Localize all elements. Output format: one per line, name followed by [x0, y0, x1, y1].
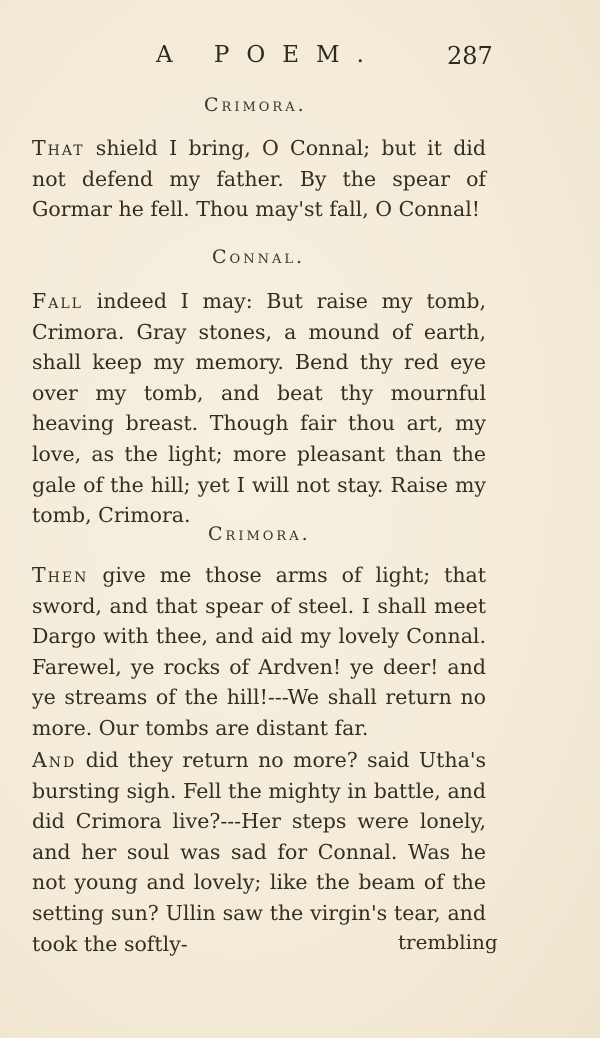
- page-number: 287: [447, 42, 493, 70]
- paragraph-text: give me those arms of light; that sword, and that spear of steel. I shall meet Dargo with thee, and aid my lovely Connal. Farewel, ye rocks of Ardven! ye deer! and ye streams of the hill!---We shall return no more. Our tombs are distant far.: [32, 563, 486, 740]
- narrative-paragraph: [32, 745, 486, 959]
- speaker-heading-crimora: Crimora.: [204, 94, 307, 116]
- paragraph-lead-word: Then: [32, 563, 89, 587]
- catchword: trembling: [398, 930, 498, 954]
- paragraph-text: did they return no more? said Utha's bursting sigh. Fell the mighty in battle, and did Crimora live?---Her steps were lonely, and her soul was sad for Connal. Was he not young and lovely; like the beam of the setting sun? Ullin saw the virgin's tear, and took the softly-: [32, 748, 486, 956]
- paragraph-lead-word: And: [32, 748, 77, 772]
- speech-paragraph: [32, 133, 486, 225]
- paragraph-text: shield I bring, O Connal; but it did not defend my father. By the spear of Gormar he fell. Thou may'st fall, O Connal!: [32, 136, 486, 222]
- paragraph-text: indeed I may: But raise my tomb, Crimora. Gray stones, a mound of earth, shall keep my memory. Bend thy red eye over my tomb, and beat thy mournful heaving breast. Though fair thou art, my love, as the light; more pleasant than the gale of the hill; yet I will not stay. Raise my tomb, Crimora.: [32, 289, 486, 528]
- speaker-heading-crimora: Crimora.: [208, 523, 311, 545]
- paragraph-lead-word: Fall: [32, 289, 83, 313]
- paragraph-lead-word: That: [32, 136, 85, 160]
- running-title: A POEM.: [156, 42, 381, 68]
- speech-paragraph: [32, 560, 486, 744]
- speech-paragraph: [32, 286, 486, 531]
- speaker-heading-connal: Connal.: [212, 246, 306, 268]
